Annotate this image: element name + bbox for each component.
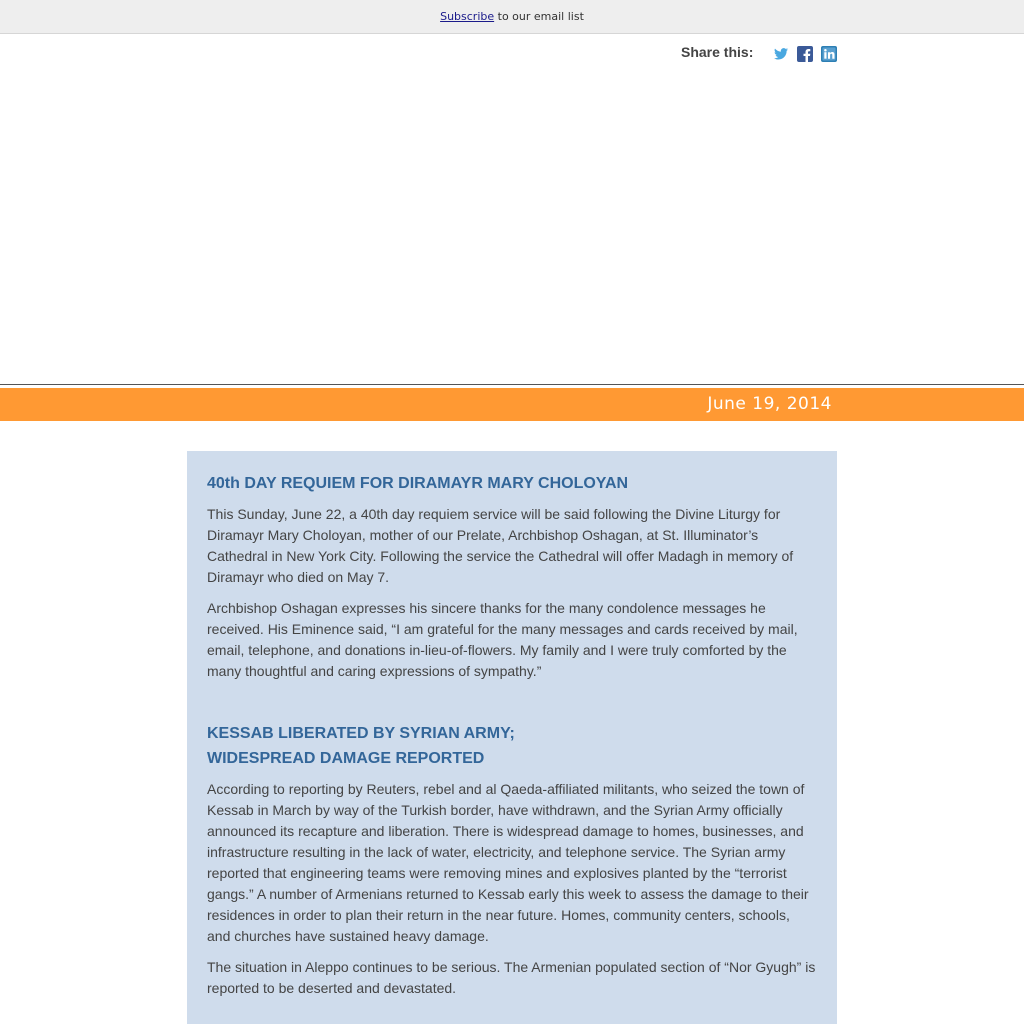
twitter-icon[interactable] (773, 46, 789, 62)
issue-date: June 19, 2014 (707, 394, 832, 414)
subscribe-bar (0, 0, 1024, 34)
header-divider (0, 384, 1024, 385)
facebook-icon[interactable] (797, 46, 813, 62)
linkedin-icon[interactable] (821, 46, 837, 62)
newsletter-content (187, 451, 837, 1024)
article-paragraph: This Sunday, June 22, a 40th day requiem service will be said following the Divine Liturgy for Diramayr Mary Choloyan, mother of our Prelate, Archbishop Oshagan, at St. Illuminator’s Cathedral in New York City. Following the service the Cathedral will offer Madagh in memory of Diramayr who died on May 7. (207, 506, 794, 585)
article-headline: KESSAB LIBERATED BY SYRIAN ARMY; WIDESPREAD DAMAGE REPORTED (207, 725, 515, 767)
subscribe-link[interactable]: Subscribe (440, 10, 495, 23)
date-banner (0, 388, 1024, 421)
article-paragraph: According to reporting by Reuters, rebel and al Qaeda-affiliated militants, who seized the town of Kessab in March by way of the Turkish border, have withdrawn, and the Syrian Army officially announced its recapture and liberation. There is widespread damage to homes, businesses, and infrastructure resulting in the lack of water, electricity, and telephone service. The Syrian army reported that engineering teams were removing mines and explosives planted by the “terrorist gangs.” A number of Armenians returned to Kessab early this week to assess the damage to their residences in order to plan their return in the near future. Homes, community centers, schools, and churches have sustained heavy damage. (207, 781, 809, 944)
article-paragraph: Archbishop Oshagan expresses his sincere thanks for the many condolence messages he received. His Eminence said, “I am grateful for the many messages and cards received by mail, email, telephone, and donations in-lieu-of-flowers. My family and I were truly comforted by the many thoughtful and caring expressions of sympathy.” (207, 600, 798, 679)
article-paragraph: The situation in Aleppo continues to be serious. The Armenian populated section of “Nor Gyugh” is reported to be deserted and devastated. (207, 959, 816, 996)
subscribe-bar-text: to our email list (494, 10, 584, 23)
share-label: Share this: (681, 44, 754, 60)
article-headline: 40th DAY REQUIEM FOR DIRAMAYR MARY CHOLOYAN (207, 475, 629, 492)
share-bar (681, 44, 837, 64)
